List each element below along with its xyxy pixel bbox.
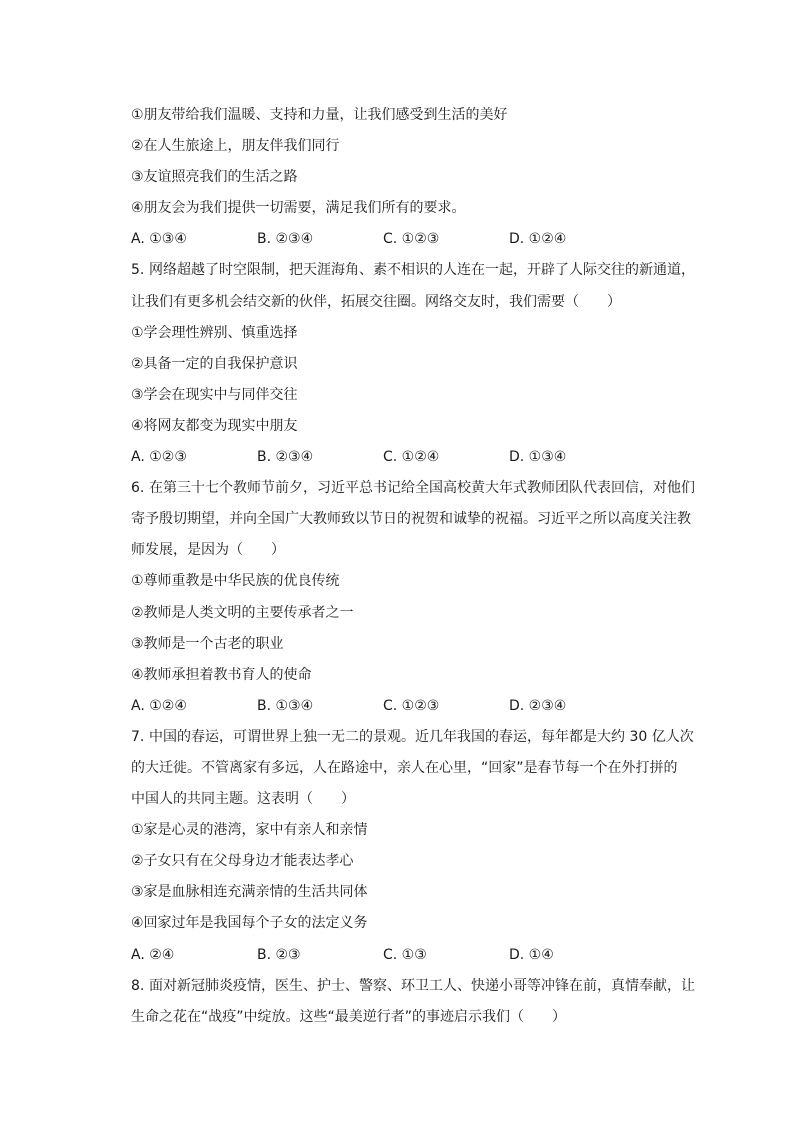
q8-stem-text-1: 面对新冠肺炎疫情，医生、护士、警察、环卫工人、快递小哥等冲锋在前，真情奉献，让 [149,977,695,994]
q6-number: 6. [131,480,145,497]
q4-option-2: ②在人生旅途上，朋友伴我们同行 [131,138,340,155]
q4-option-1: ①朋友带给我们温暖、支持和力量，让我们感受到生活的美好 [131,107,508,123]
q7-option-3: ③家是血脉相连充满亲情的生活共同体 [131,884,368,901]
q5-number: 5. [131,262,145,279]
q4-option-4: ④朋友会为我们提供一切需要，满足我们所有的要求。 [131,200,466,217]
q5-choice-a: A. ①②③ [131,449,187,466]
q6-stem-line-3: 师发展，是因为（ ） [131,542,285,559]
q7-stem-line-1 [131,722,694,753]
q6-option-4: ④教师承担着教书育人的使命 [131,666,312,683]
q7-stem-text-1: 中国的春运，可谓世界上独一无二的景观。近几年我国的春运，每年都是大约 30 亿人次 [149,728,694,745]
q5-option-1: ①学会理性辨别、慎重选择 [131,324,298,341]
q6-stem-line-1 [131,473,695,504]
q5-option-4: ④将网友都变为现实中朋友 [131,417,298,434]
q6-choices [131,691,691,722]
q5-stem-text-1: 网络超越了时空限制，把天涯海角、素不相识的人连在一起，开辟了人际交往的新通道， [149,262,695,279]
q5-stem-line-1 [131,255,695,286]
q6-choice-b: B. ①③④ [257,697,314,714]
q6-stem-line-2: 寄予殷切期望，并向全国广大教师致以节日的祝贺和诚挚的祝福。习近平之所以高度关注教 [131,511,691,528]
q7-choice-c: C. ①③ [383,946,427,963]
q5-stem-line-2: 让我们有更多机会结交新的伙伴，拓展交往圈。网络交友时，我们需要（ ） [131,293,621,310]
q6-option-1: ①尊师重教是中华民族的优良传统 [131,573,340,590]
q5-choice-c: C. ①②④ [383,449,440,466]
q6-choice-c: C. ①②③ [383,697,440,714]
page-content [131,100,695,1033]
q4-choices [131,224,691,255]
q8-number: 8. [131,977,145,994]
q7-choice-b: B. ②③ [257,946,301,963]
q6-option-3: ③教师是一个古老的职业 [131,635,284,652]
q8-stem-line-1 [131,971,695,1002]
q6-choice-a: A. ①②④ [131,697,187,714]
q7-stem-line-3: 中国人的共同主题。这表明（ ） [131,791,355,808]
q4-choice-a: A. ①③④ [131,231,187,248]
q6-option-2: ②教师是人类文明的主要传承者之一 [131,604,354,621]
q7-option-2: ②子女只有在父母身边才能表达孝心 [131,853,354,870]
q7-choice-d: D. ①④ [509,946,554,963]
q5-choice-d: D. ①③④ [509,449,567,466]
q7-option-4: ④回家过年是我国每个子女的法定义务 [131,915,368,932]
q5-option-2: ②具备一定的自我保护意识 [131,355,298,372]
q7-choices [131,940,691,971]
q4-choice-c: C. ①②③ [383,231,440,248]
q5-choice-b: B. ②③④ [257,449,314,466]
q6-choice-d: D. ②③④ [509,697,567,714]
q8-stem-line-2: 生命之花在“战疫”中绽放。这些“最美逆行者”的事迹启示我们（ ） [131,1008,567,1025]
q7-stem-line-2: 的大迁徙。不管离家有多远，人在路途中，亲人在心里，“回家”是春节每一个在外打拼的 [131,759,678,776]
q6-stem-text-1: 在第三十七个教师节前夕，习近平总书记给全国高校黄大年式教师团队代表回信，对他们 [149,480,695,497]
q4-choice-b: B. ②③④ [257,231,314,248]
q4-option-3: ③友谊照亮我们的生活之路 [131,169,298,186]
q5-option-3: ③学会在现实中与同伴交往 [131,386,298,403]
q7-option-1: ①家是心灵的港湾，家中有亲人和亲情 [131,822,368,839]
q4-choice-d: D. ①②④ [509,231,567,248]
q7-choice-a: A. ②④ [131,946,175,963]
q5-choices [131,442,691,473]
q7-number: 7. [131,728,145,745]
